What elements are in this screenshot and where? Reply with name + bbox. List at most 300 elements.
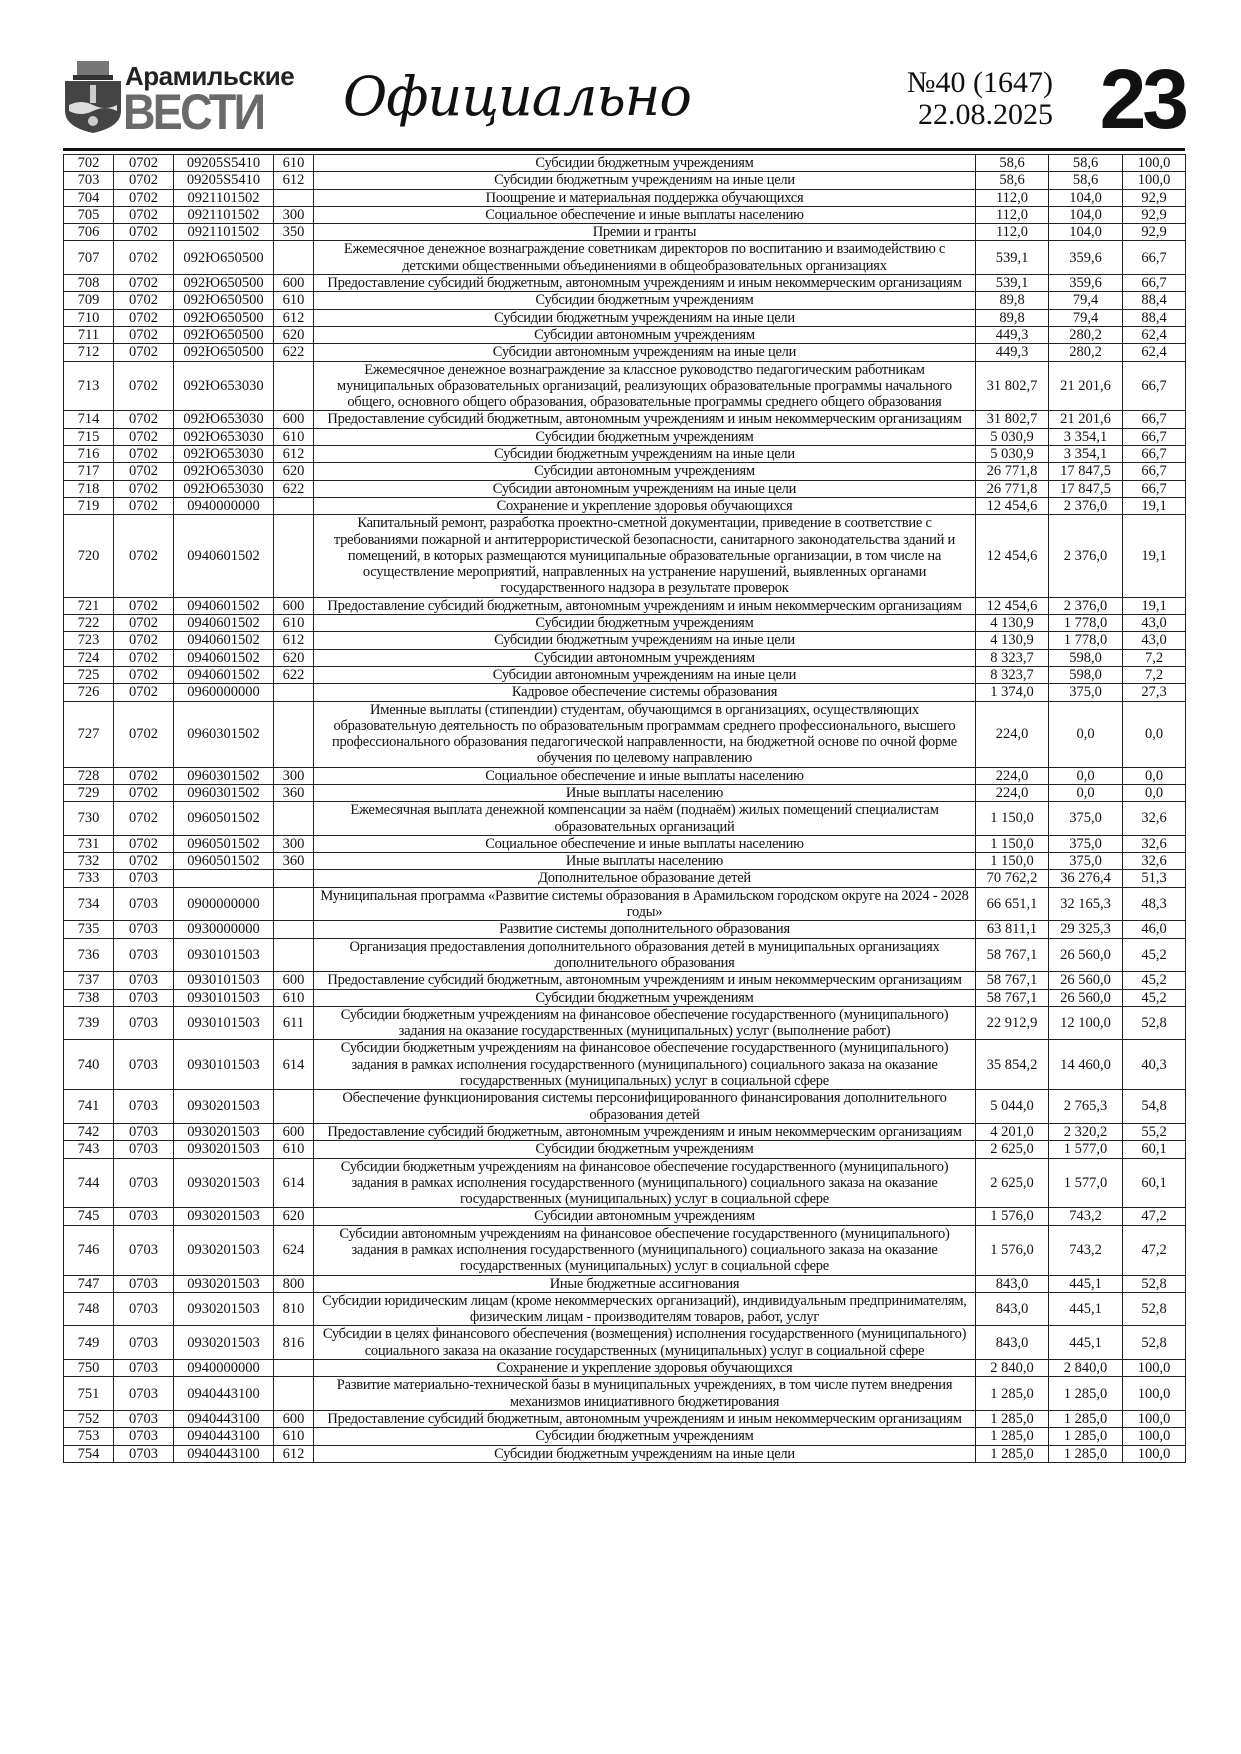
planned-amount: 2 625,0 bbox=[976, 1141, 1049, 1158]
item-name: Иные бюджетные ассигнования bbox=[314, 1275, 976, 1292]
section-code: 0702 bbox=[114, 292, 174, 309]
header-rule bbox=[63, 148, 1185, 151]
table-row bbox=[64, 1208, 1186, 1225]
execution-percent: 19,1 bbox=[1123, 597, 1186, 614]
executed-amount: 280,2 bbox=[1049, 326, 1123, 343]
execution-percent: 27,3 bbox=[1123, 684, 1186, 701]
table-row bbox=[64, 1225, 1186, 1275]
row-number: 745 bbox=[64, 1208, 114, 1225]
expense-type-code: 600 bbox=[274, 972, 314, 989]
planned-amount: 35 854,2 bbox=[976, 1040, 1049, 1090]
section-code: 0702 bbox=[114, 497, 174, 514]
execution-percent: 66,7 bbox=[1123, 275, 1186, 292]
table-row bbox=[64, 224, 1186, 241]
row-number: 721 bbox=[64, 597, 114, 614]
expense-type-code bbox=[274, 684, 314, 701]
table-row bbox=[64, 767, 1186, 784]
executed-amount: 359,6 bbox=[1049, 275, 1123, 292]
execution-percent: 66,7 bbox=[1123, 446, 1186, 463]
target-article-code: 0930000000 bbox=[174, 921, 274, 938]
item-name: Субсидии бюджетным учреждениям на финансовое обеспечение государственного (муниципального) задания на оказание государственных (муниципальных) услуг (выполнение работ) bbox=[314, 1006, 976, 1040]
table-row bbox=[64, 835, 1186, 852]
item-name: Развитие материально-технической базы в муниципальных учреждениях, в том числе путем внедрения механизмов инициативного бюджетирования bbox=[314, 1377, 976, 1411]
target-article-code: 0930201503 bbox=[174, 1225, 274, 1275]
row-number: 737 bbox=[64, 972, 114, 989]
executed-amount: 104,0 bbox=[1049, 206, 1123, 223]
target-article-code: 0960501502 bbox=[174, 853, 274, 870]
target-article-code: 0930101503 bbox=[174, 1040, 274, 1090]
target-article-code bbox=[174, 870, 274, 887]
target-article-code: 0940443100 bbox=[174, 1377, 274, 1411]
execution-percent: 52,8 bbox=[1123, 1006, 1186, 1040]
target-article-code: 0940601502 bbox=[174, 515, 274, 597]
execution-percent: 100,0 bbox=[1123, 155, 1186, 172]
expense-type-code: 620 bbox=[274, 649, 314, 666]
expense-type-code: 300 bbox=[274, 767, 314, 784]
section-code: 0702 bbox=[114, 344, 174, 361]
item-name: Кадровое обеспечение системы образования bbox=[314, 684, 976, 701]
expense-type-code: 610 bbox=[274, 428, 314, 445]
planned-amount: 224,0 bbox=[976, 767, 1049, 784]
executed-amount: 1 285,0 bbox=[1049, 1428, 1123, 1445]
section-code: 0702 bbox=[114, 463, 174, 480]
target-article-code: 0960501502 bbox=[174, 802, 274, 836]
executed-amount: 375,0 bbox=[1049, 802, 1123, 836]
section-code: 0702 bbox=[114, 446, 174, 463]
item-name: Социальное обеспечение и иные выплаты населению bbox=[314, 835, 976, 852]
item-name: Предоставление субсидий бюджетным, автономным учреждениям и иным некоммерческим организациям bbox=[314, 972, 976, 989]
section-code: 0702 bbox=[114, 802, 174, 836]
executed-amount: 12 100,0 bbox=[1049, 1006, 1123, 1040]
execution-percent: 0,0 bbox=[1123, 767, 1186, 784]
item-name: Субсидии в целях финансового обеспечения (возмещения) исполнения государственного (муниципального) социального заказа на оказание государственных (муниципальных) услуг в социальной сфере bbox=[314, 1326, 976, 1360]
expense-type-code: 810 bbox=[274, 1292, 314, 1326]
expense-type-code: 610 bbox=[274, 989, 314, 1006]
table-row bbox=[64, 497, 1186, 514]
execution-percent: 52,8 bbox=[1123, 1275, 1186, 1292]
row-number: 742 bbox=[64, 1123, 114, 1140]
row-number: 711 bbox=[64, 326, 114, 343]
expense-type-code: 350 bbox=[274, 224, 314, 241]
target-article-code: 0921101502 bbox=[174, 206, 274, 223]
execution-percent: 100,0 bbox=[1123, 1377, 1186, 1411]
target-article-code: 092Ю653030 bbox=[174, 480, 274, 497]
section-code: 0702 bbox=[114, 326, 174, 343]
section-code: 0702 bbox=[114, 309, 174, 326]
execution-percent: 47,2 bbox=[1123, 1225, 1186, 1275]
execution-percent: 48,3 bbox=[1123, 887, 1186, 921]
expense-type-code bbox=[274, 189, 314, 206]
item-name: Ежемесячная выплата денежной компенсации за наём (поднаём) жилых помещений специалистам образовательных организаций bbox=[314, 802, 976, 836]
executed-amount: 598,0 bbox=[1049, 666, 1123, 683]
expense-type-code: 612 bbox=[274, 172, 314, 189]
target-article-code: 0940601502 bbox=[174, 666, 274, 683]
table-row bbox=[64, 1006, 1186, 1040]
table-row bbox=[64, 615, 1186, 632]
planned-amount: 2 625,0 bbox=[976, 1158, 1049, 1208]
executed-amount: 1 285,0 bbox=[1049, 1445, 1123, 1462]
target-article-code: 092Ю653030 bbox=[174, 446, 274, 463]
target-article-code: 09205S5410 bbox=[174, 155, 274, 172]
target-article-code: 0940601502 bbox=[174, 649, 274, 666]
execution-percent: 92,9 bbox=[1123, 224, 1186, 241]
expense-type-code bbox=[274, 802, 314, 836]
target-article-code: 0940000000 bbox=[174, 497, 274, 514]
item-name: Субсидии бюджетным учреждениям на иные цели bbox=[314, 632, 976, 649]
table-row bbox=[64, 1158, 1186, 1208]
section-code: 0703 bbox=[114, 1275, 174, 1292]
target-article-code: 0940000000 bbox=[174, 1360, 274, 1377]
executed-amount: 1 778,0 bbox=[1049, 615, 1123, 632]
table-row bbox=[64, 411, 1186, 428]
execution-percent: 47,2 bbox=[1123, 1208, 1186, 1225]
target-article-code: 0940443100 bbox=[174, 1428, 274, 1445]
target-article-code: 092Ю650500 bbox=[174, 241, 274, 275]
execution-percent: 100,0 bbox=[1123, 1445, 1186, 1462]
target-article-code: 092Ю653030 bbox=[174, 428, 274, 445]
planned-amount: 22 912,9 bbox=[976, 1006, 1049, 1040]
section-code: 0703 bbox=[114, 870, 174, 887]
expense-type-code: 612 bbox=[274, 446, 314, 463]
table-row bbox=[64, 1275, 1186, 1292]
expense-type-code: 610 bbox=[274, 1141, 314, 1158]
brand-name-main: ВЕСТИ bbox=[123, 84, 264, 140]
table-row bbox=[64, 326, 1186, 343]
section-code: 0702 bbox=[114, 666, 174, 683]
planned-amount: 843,0 bbox=[976, 1275, 1049, 1292]
planned-amount: 12 454,6 bbox=[976, 597, 1049, 614]
section-code: 0702 bbox=[114, 767, 174, 784]
item-name: Субсидии автономным учреждениям bbox=[314, 649, 976, 666]
target-article-code: 0930101503 bbox=[174, 972, 274, 989]
item-name: Дополнительное образование детей bbox=[314, 870, 976, 887]
masthead bbox=[63, 52, 1185, 146]
expense-type-code: 620 bbox=[274, 463, 314, 480]
execution-percent: 51,3 bbox=[1123, 870, 1186, 887]
executed-amount: 21 201,6 bbox=[1049, 411, 1123, 428]
execution-percent: 55,2 bbox=[1123, 1123, 1186, 1140]
target-article-code: 092Ю653030 bbox=[174, 361, 274, 411]
table-row bbox=[64, 632, 1186, 649]
executed-amount: 58,6 bbox=[1049, 155, 1123, 172]
item-name: Субсидии бюджетным учреждениям на иные цели bbox=[314, 1445, 976, 1462]
execution-percent: 54,8 bbox=[1123, 1090, 1186, 1124]
item-name: Субсидии бюджетным учреждениям bbox=[314, 292, 976, 309]
executed-amount: 3 354,1 bbox=[1049, 446, 1123, 463]
item-name: Капитальный ремонт, разработка проектно-сметной документации, приведение в соответствие с требованиями пожарной и антитеррористической безопасности, санитарного законодательства зданий и помещений, в которых размещаются муниципальные образовательные организации, в том числе на осуществление мероприятий, направленных на устранение нарушений, выявленных органами государственного надзора в результате проверок bbox=[314, 515, 976, 597]
execution-percent: 19,1 bbox=[1123, 497, 1186, 514]
section-title: Официально bbox=[343, 65, 691, 128]
target-article-code: 0960000000 bbox=[174, 684, 274, 701]
item-name: Субсидии бюджетным учреждениям на иные цели bbox=[314, 309, 976, 326]
row-number: 704 bbox=[64, 189, 114, 206]
table-row bbox=[64, 309, 1186, 326]
table-row bbox=[64, 172, 1186, 189]
issue-info bbox=[883, 67, 1053, 131]
executed-amount: 0,0 bbox=[1049, 701, 1123, 767]
table-row bbox=[64, 684, 1186, 701]
table-row bbox=[64, 853, 1186, 870]
planned-amount: 89,8 bbox=[976, 292, 1049, 309]
section-code: 0703 bbox=[114, 972, 174, 989]
planned-amount: 5 030,9 bbox=[976, 428, 1049, 445]
section-code: 0703 bbox=[114, 1428, 174, 1445]
target-article-code: 0930201503 bbox=[174, 1090, 274, 1124]
execution-percent: 52,8 bbox=[1123, 1326, 1186, 1360]
target-article-code: 0930201503 bbox=[174, 1292, 274, 1326]
item-name: Именные выплаты (стипендии) студентам, обучающимся в организациях, осуществляющих образовательную деятельность по образовательным программам среднего профессионального, высшего профессионального образования педагогической направленности, на бюджетной основе по очной форме обучения по целевому направлению bbox=[314, 701, 976, 767]
executed-amount: 2 840,0 bbox=[1049, 1360, 1123, 1377]
executed-amount: 79,4 bbox=[1049, 292, 1123, 309]
executed-amount: 743,2 bbox=[1049, 1225, 1123, 1275]
execution-percent: 45,2 bbox=[1123, 972, 1186, 989]
planned-amount: 58,6 bbox=[976, 172, 1049, 189]
execution-percent: 32,6 bbox=[1123, 853, 1186, 870]
section-code: 0703 bbox=[114, 1208, 174, 1225]
target-article-code: 0900000000 bbox=[174, 887, 274, 921]
section-code: 0702 bbox=[114, 632, 174, 649]
table-row bbox=[64, 1360, 1186, 1377]
row-number: 719 bbox=[64, 497, 114, 514]
executed-amount: 17 847,5 bbox=[1049, 463, 1123, 480]
expense-type-code: 612 bbox=[274, 632, 314, 649]
section-code: 0702 bbox=[114, 597, 174, 614]
expense-type-code: 610 bbox=[274, 615, 314, 632]
executed-amount: 29 325,3 bbox=[1049, 921, 1123, 938]
row-number: 736 bbox=[64, 938, 114, 972]
row-number: 734 bbox=[64, 887, 114, 921]
planned-amount: 1 374,0 bbox=[976, 684, 1049, 701]
target-article-code: 0930201503 bbox=[174, 1208, 274, 1225]
section-code: 0703 bbox=[114, 1006, 174, 1040]
expense-type-code: 611 bbox=[274, 1006, 314, 1040]
expense-type-code: 610 bbox=[274, 1428, 314, 1445]
table-row bbox=[64, 480, 1186, 497]
planned-amount: 5 044,0 bbox=[976, 1090, 1049, 1124]
row-number: 706 bbox=[64, 224, 114, 241]
execution-percent: 60,1 bbox=[1123, 1141, 1186, 1158]
planned-amount: 31 802,7 bbox=[976, 361, 1049, 411]
execution-percent: 0,0 bbox=[1123, 701, 1186, 767]
table-row bbox=[64, 292, 1186, 309]
page-number: 23 bbox=[1099, 52, 1185, 146]
item-name: Обеспечение функционирования системы персонифицированного финансирования дополнительного образования детей bbox=[314, 1090, 976, 1124]
section-code: 0703 bbox=[114, 1040, 174, 1090]
target-article-code: 0921101502 bbox=[174, 224, 274, 241]
executed-amount: 3 354,1 bbox=[1049, 428, 1123, 445]
execution-percent: 40,3 bbox=[1123, 1040, 1186, 1090]
executed-amount: 1 285,0 bbox=[1049, 1410, 1123, 1427]
planned-amount: 4 201,0 bbox=[976, 1123, 1049, 1140]
row-number: 746 bbox=[64, 1225, 114, 1275]
execution-percent: 88,4 bbox=[1123, 309, 1186, 326]
row-number: 748 bbox=[64, 1292, 114, 1326]
row-number: 735 bbox=[64, 921, 114, 938]
planned-amount: 26 771,8 bbox=[976, 480, 1049, 497]
item-name: Поощрение и материальная поддержка обучающихся bbox=[314, 189, 976, 206]
planned-amount: 539,1 bbox=[976, 275, 1049, 292]
executed-amount: 58,6 bbox=[1049, 172, 1123, 189]
planned-amount: 31 802,7 bbox=[976, 411, 1049, 428]
row-number: 744 bbox=[64, 1158, 114, 1208]
section-code: 0703 bbox=[114, 1141, 174, 1158]
executed-amount: 1 778,0 bbox=[1049, 632, 1123, 649]
table-row bbox=[64, 1141, 1186, 1158]
row-number: 740 bbox=[64, 1040, 114, 1090]
target-article-code: 092Ю650500 bbox=[174, 326, 274, 343]
section-code: 0702 bbox=[114, 241, 174, 275]
execution-percent: 32,6 bbox=[1123, 835, 1186, 852]
executed-amount: 14 460,0 bbox=[1049, 1040, 1123, 1090]
planned-amount: 112,0 bbox=[976, 224, 1049, 241]
expense-type-code bbox=[274, 515, 314, 597]
section-code: 0703 bbox=[114, 1410, 174, 1427]
item-name: Предоставление субсидий бюджетным, автономным учреждениям и иным некоммерческим организациям bbox=[314, 1410, 976, 1427]
item-name: Субсидии бюджетным учреждениям bbox=[314, 1428, 976, 1445]
table-row bbox=[64, 189, 1186, 206]
item-name: Субсидии автономным учреждениям на иные цели bbox=[314, 344, 976, 361]
executed-amount: 598,0 bbox=[1049, 649, 1123, 666]
planned-amount: 1 285,0 bbox=[976, 1410, 1049, 1427]
table-row bbox=[64, 802, 1186, 836]
table-row bbox=[64, 515, 1186, 597]
section-code: 0702 bbox=[114, 172, 174, 189]
execution-percent: 66,7 bbox=[1123, 411, 1186, 428]
table-row bbox=[64, 1040, 1186, 1090]
row-number: 750 bbox=[64, 1360, 114, 1377]
table-row bbox=[64, 275, 1186, 292]
planned-amount: 8 323,7 bbox=[976, 666, 1049, 683]
execution-percent: 100,0 bbox=[1123, 172, 1186, 189]
item-name: Субсидии бюджетным учреждениям на иные цели bbox=[314, 446, 976, 463]
section-code: 0703 bbox=[114, 1326, 174, 1360]
executed-amount: 1 577,0 bbox=[1049, 1141, 1123, 1158]
section-code: 0702 bbox=[114, 224, 174, 241]
item-name: Субсидии бюджетным учреждениям на финансовое обеспечение государственного (муниципального) задания в рамках исполнения государственного (муниципального) социального заказа на оказание государственных (муниципальных) услуг в социальной сфере bbox=[314, 1040, 976, 1090]
row-number: 726 bbox=[64, 684, 114, 701]
item-name: Субсидии автономным учреждениям bbox=[314, 326, 976, 343]
item-name: Предоставление субсидий бюджетным, автономным учреждениям и иным некоммерческим организациям bbox=[314, 597, 976, 614]
row-number: 708 bbox=[64, 275, 114, 292]
expense-type-code: 622 bbox=[274, 344, 314, 361]
target-article-code: 092Ю650500 bbox=[174, 292, 274, 309]
table-row bbox=[64, 938, 1186, 972]
item-name: Ежемесячное денежное вознаграждение за классное руководство педагогическим работникам муниципальных образовательных организаций, реализующих образовательные программы начального общего, основного общего образования, образовательные программы среднего общего образования bbox=[314, 361, 976, 411]
executed-amount: 445,1 bbox=[1049, 1292, 1123, 1326]
target-article-code: 0940443100 bbox=[174, 1445, 274, 1462]
section-code: 0702 bbox=[114, 784, 174, 801]
item-name: Субсидии автономным учреждениям на финансовое обеспечение государственного (муниципального) задания в рамках исполнения государственного (муниципального) социального заказа на оказание государственных (муниципальных) услуг в социальной сфере bbox=[314, 1225, 976, 1275]
target-article-code: 0940601502 bbox=[174, 632, 274, 649]
planned-amount: 4 130,9 bbox=[976, 615, 1049, 632]
item-name: Предоставление субсидий бюджетным, автономным учреждениям и иным некоммерческим организациям bbox=[314, 1123, 976, 1140]
table-row bbox=[64, 155, 1186, 172]
execution-percent: 66,7 bbox=[1123, 463, 1186, 480]
executed-amount: 743,2 bbox=[1049, 1208, 1123, 1225]
row-number: 702 bbox=[64, 155, 114, 172]
row-number: 749 bbox=[64, 1326, 114, 1360]
executed-amount: 2 376,0 bbox=[1049, 597, 1123, 614]
executed-amount: 2 320,2 bbox=[1049, 1123, 1123, 1140]
item-name: Социальное обеспечение и иные выплаты населению bbox=[314, 206, 976, 223]
item-name: Субсидии бюджетным учреждениям bbox=[314, 155, 976, 172]
table-row bbox=[64, 1292, 1186, 1326]
table-row bbox=[64, 887, 1186, 921]
section-code: 0702 bbox=[114, 649, 174, 666]
executed-amount: 26 560,0 bbox=[1049, 972, 1123, 989]
planned-amount: 66 651,1 bbox=[976, 887, 1049, 921]
row-number: 714 bbox=[64, 411, 114, 428]
execution-percent: 7,2 bbox=[1123, 649, 1186, 666]
section-code: 0703 bbox=[114, 921, 174, 938]
section-code: 0703 bbox=[114, 1292, 174, 1326]
executed-amount: 0,0 bbox=[1049, 784, 1123, 801]
section-code: 0702 bbox=[114, 480, 174, 497]
item-name: Субсидии бюджетным учреждениям на финансовое обеспечение государственного (муниципального) задания в рамках исполнения государственного (муниципального) социального заказа на оказание государственных (муниципальных) услуг в социальной сфере bbox=[314, 1158, 976, 1208]
section-code: 0703 bbox=[114, 1158, 174, 1208]
expense-type-code: 600 bbox=[274, 275, 314, 292]
execution-percent: 45,2 bbox=[1123, 989, 1186, 1006]
row-number: 713 bbox=[64, 361, 114, 411]
target-article-code: 092Ю650500 bbox=[174, 344, 274, 361]
item-name: Премии и гранты bbox=[314, 224, 976, 241]
target-article-code: 0930201503 bbox=[174, 1158, 274, 1208]
item-name: Развитие системы дополнительного образования bbox=[314, 921, 976, 938]
target-article-code: 092Ю650500 bbox=[174, 309, 274, 326]
row-number: 741 bbox=[64, 1090, 114, 1124]
target-article-code: 092Ю653030 bbox=[174, 411, 274, 428]
row-number: 738 bbox=[64, 989, 114, 1006]
expense-type-code: 360 bbox=[274, 784, 314, 801]
execution-percent: 60,1 bbox=[1123, 1158, 1186, 1208]
expense-type-code bbox=[274, 1090, 314, 1124]
section-code: 0703 bbox=[114, 1377, 174, 1411]
item-name: Организация предоставления дополнительного образования детей в муниципальных организациях дополнительного образования bbox=[314, 938, 976, 972]
expense-type-code: 610 bbox=[274, 155, 314, 172]
expense-type-code bbox=[274, 241, 314, 275]
planned-amount: 1 150,0 bbox=[976, 835, 1049, 852]
planned-amount: 4 130,9 bbox=[976, 632, 1049, 649]
table-row bbox=[64, 597, 1186, 614]
planned-amount: 58 767,1 bbox=[976, 972, 1049, 989]
target-article-code: 09205S5410 bbox=[174, 172, 274, 189]
table-row bbox=[64, 361, 1186, 411]
row-number: 720 bbox=[64, 515, 114, 597]
expense-type-code bbox=[274, 361, 314, 411]
expense-type-code: 600 bbox=[274, 1123, 314, 1140]
budget-table bbox=[63, 154, 1186, 1463]
row-number: 739 bbox=[64, 1006, 114, 1040]
item-name: Субсидии автономным учреждениям bbox=[314, 463, 976, 480]
section-code: 0702 bbox=[114, 835, 174, 852]
row-number: 747 bbox=[64, 1275, 114, 1292]
planned-amount: 112,0 bbox=[976, 189, 1049, 206]
section-code: 0703 bbox=[114, 1360, 174, 1377]
section-code: 0702 bbox=[114, 189, 174, 206]
row-number: 725 bbox=[64, 666, 114, 683]
planned-amount: 112,0 bbox=[976, 206, 1049, 223]
table-row bbox=[64, 1445, 1186, 1462]
item-name: Субсидии бюджетным учреждениям bbox=[314, 428, 976, 445]
expense-type-code: 622 bbox=[274, 666, 314, 683]
planned-amount: 58 767,1 bbox=[976, 938, 1049, 972]
table-row bbox=[64, 649, 1186, 666]
row-number: 718 bbox=[64, 480, 114, 497]
planned-amount: 26 771,8 bbox=[976, 463, 1049, 480]
executed-amount: 21 201,6 bbox=[1049, 361, 1123, 411]
row-number: 752 bbox=[64, 1410, 114, 1427]
planned-amount: 12 454,6 bbox=[976, 497, 1049, 514]
